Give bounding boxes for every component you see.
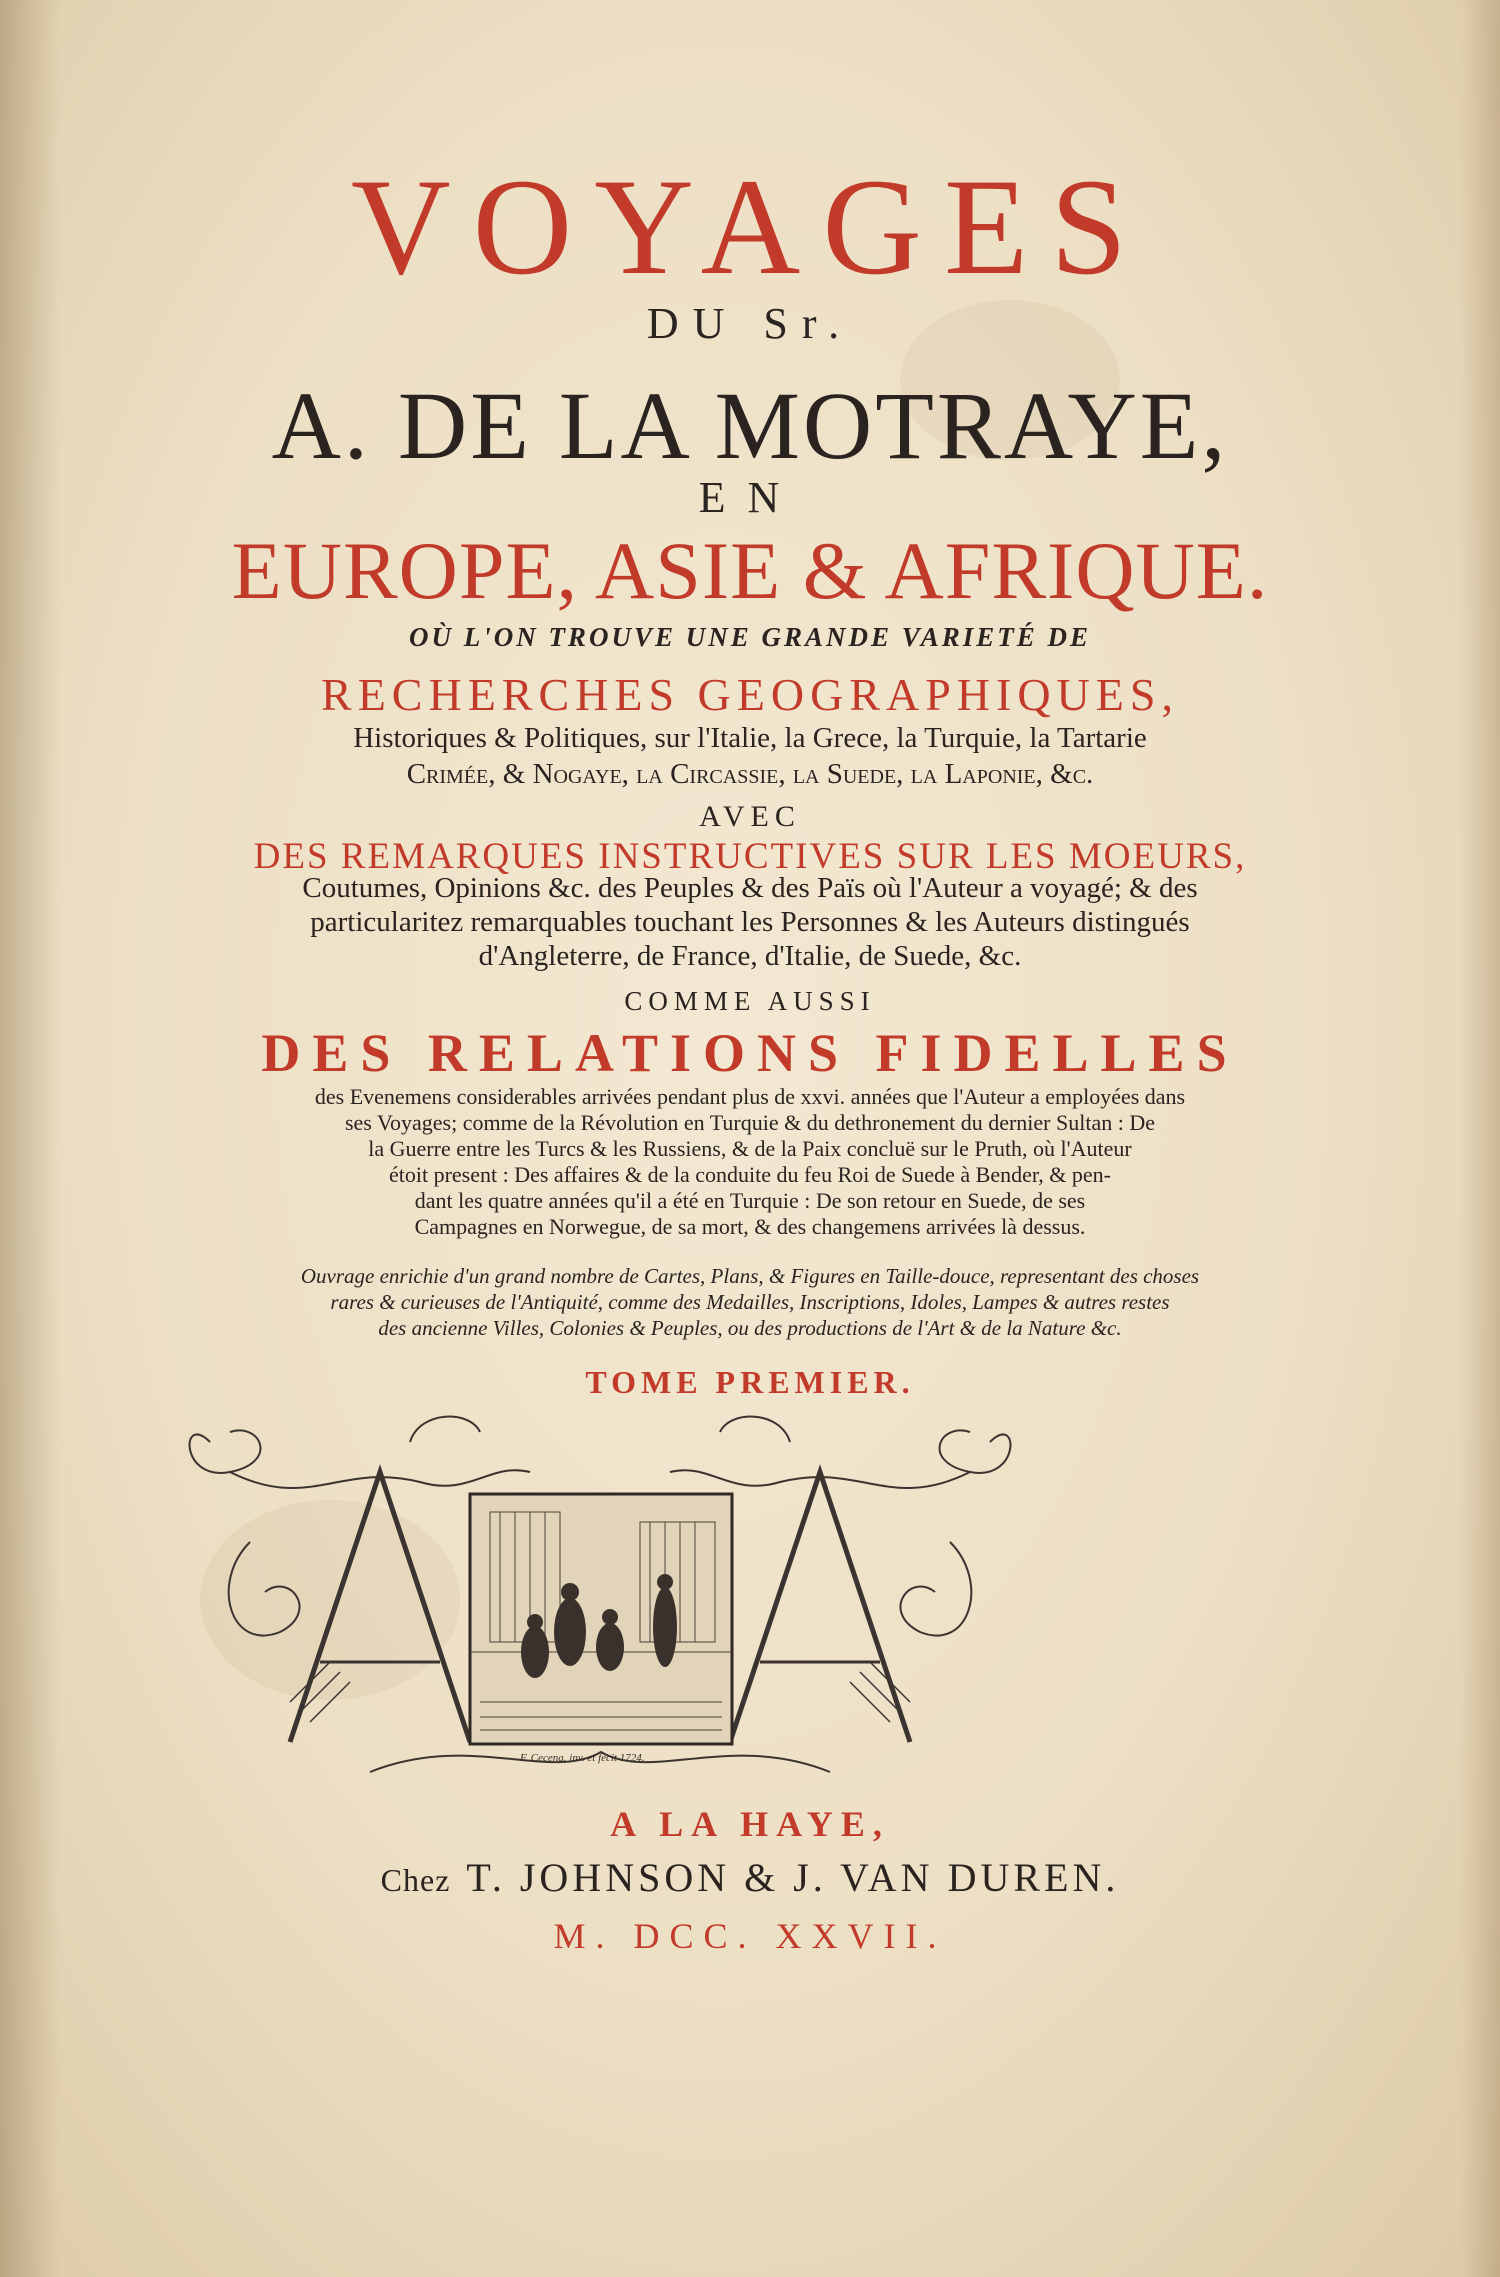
events-line-1: des Evenemens considerables arrivées pendant plus de xxvi. années que l'Auteur a employées dans	[314, 1084, 1186, 1109]
compass-right	[730, 1472, 910, 1742]
events-line-4: étoit present : Des affaires & de la conduite du feu Roi de Suede à Bender, & pen-	[388, 1162, 1112, 1187]
scroll-ornament-left	[190, 1430, 261, 1473]
title-du-sr: DU Sr.	[646, 299, 854, 348]
subtitle-comme-aussi: COMME AUSSI	[624, 986, 876, 1016]
top-flourish-right	[720, 1417, 790, 1442]
subtitle-intro: OÙ L'ON TROUVE UNE GRANDE VARIETÉ DE	[408, 622, 1092, 652]
compass-left	[290, 1472, 470, 1742]
imprint-date: M. DCC. XXVII.	[553, 1916, 947, 1956]
events-line-6: Campagnes en Norwegue, de sa mort, & des changemens arrivées là dessus.	[414, 1214, 1086, 1239]
subtitle-avec: AVEC	[699, 800, 801, 833]
subtitle-recherches: RECHERCHES GEOGRAPHIQUES,	[321, 669, 1179, 720]
subtitle-coutumes-line-3: d'Angleterre, de France, d'Italie, de Suede, &c.	[478, 940, 1022, 972]
title-en: EN	[698, 473, 802, 522]
subtitle-coutumes-line-2: particularitez remarquables touchant les Personnes & les Auteurs distingués	[310, 906, 1190, 938]
title-voyages: VOYAGES	[350, 150, 1150, 303]
ouvrage-line-3: des ancienne Villes, Colonies & Peuples, ou des productions de l'Art & de la Nature &c.	[378, 1316, 1122, 1340]
engraver-signature: F. Cecena. inv. et fecit 1724.	[520, 1752, 645, 1764]
imprint-publishers-line	[0, 1855, 1500, 1900]
events-line-5: dant les quatre années qu'il a été en Turquie : De son retour en Suede, de ses	[414, 1188, 1086, 1213]
subtitle-places-line-2: Crimée, & Nogaye, la Circassie, la Suede, la Laponie, &c.	[406, 758, 1094, 790]
imprint-chez: Chez	[380, 1862, 451, 1898]
ouvrage-line-2: rares & curieuses de l'Antiquité, comme des Medailles, Inscriptions, Idoles, Lampes & autres restes	[330, 1290, 1170, 1314]
title-author: A. DE LA MOTRAYE,	[271, 372, 1229, 479]
vignette-frame	[470, 1494, 732, 1744]
leaf-scroll-right	[901, 1542, 972, 1636]
imprint-place: A LA HAYE,	[610, 1804, 890, 1844]
scroll-ornament-right	[940, 1430, 1011, 1473]
subtitle-relations: DES RELATIONS FIDELLES	[261, 1023, 1239, 1083]
tome-premier: TOME PREMIER.	[585, 1364, 915, 1400]
top-flourish-left	[410, 1417, 480, 1442]
events-line-3: la Guerre entre les Turcs & les Russiens, & de la Paix concluë sur le Pruth, où l'Auteur	[368, 1136, 1132, 1161]
subtitle-places-line-1: Historiques & Politiques, sur l'Italie, la Grece, la Turquie, la Tartarie	[353, 722, 1147, 754]
imprint-publishers: T. JOHNSON & J. VAN DUREN.	[466, 1855, 1120, 1900]
events-line-2: ses Voyages; comme de la Révolution en Turquie & du dethronement du dernier Sultan : De	[344, 1110, 1155, 1135]
subtitle-remarques: DES REMARQUES INSTRUCTIVES SUR LES MOEURS,	[253, 836, 1247, 877]
subtitle-coutumes-line-1: Coutumes, Opinions &c. des Peuples & des Païs où l'Auteur a voyagé; & des	[302, 872, 1198, 904]
leaf-scroll-left	[229, 1542, 300, 1636]
ouvrage-line-1: Ouvrage enrichie d'un grand nombre de Cartes, Plans, & Figures en Taille-douce, representant des choses	[300, 1264, 1200, 1288]
title-regions: EUROPE, ASIE & AFRIQUE.	[231, 525, 1269, 616]
engraved-vignette	[170, 1402, 1032, 1784]
